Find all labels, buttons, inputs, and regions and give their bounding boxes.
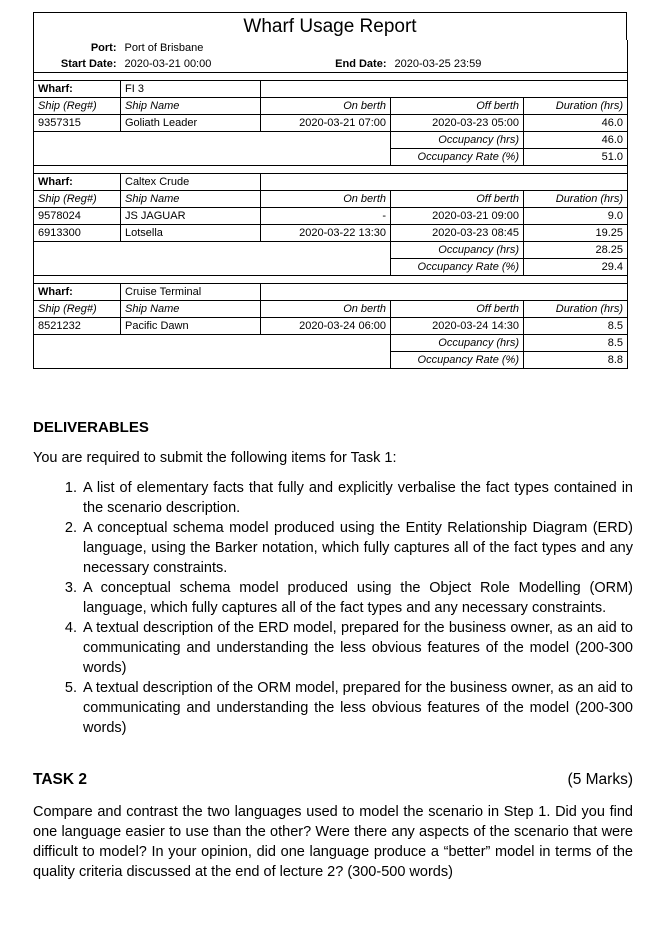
port-label: Port: — [34, 40, 121, 56]
occupancy-rate-value: 8.8 — [524, 352, 628, 369]
occupancy-rate-value: 29.4 — [524, 259, 628, 276]
date-row — [34, 56, 628, 73]
occupancy-row — [34, 335, 628, 352]
occupancy-rate-label: Occupancy Rate (%) — [391, 352, 524, 369]
blank — [34, 335, 391, 369]
occupancy-label: Occupancy (hrs) — [391, 335, 524, 352]
spacer — [34, 276, 628, 284]
ship-row — [34, 115, 628, 132]
task2-header — [33, 770, 633, 790]
deliverable-item: 2. A conceptual schema model produced using the Entity Relationship Diagram (ERD) language, using the Barker notation, which fully captures all of the fact types and any necessary constraints. — [81, 518, 633, 578]
header-row — [34, 301, 628, 318]
ship-name: JS JAGUAR — [121, 208, 261, 225]
on-berth-header: On berth — [261, 301, 391, 318]
occupancy-rate-label: Occupancy Rate (%) — [391, 149, 524, 166]
ship-name-header: Ship Name — [121, 191, 261, 208]
off-berth-header: Off berth — [391, 191, 524, 208]
occupancy-label: Occupancy (hrs) — [391, 242, 524, 259]
off-berth-time: 2020-03-23 08:45 — [391, 225, 524, 242]
header-row — [34, 98, 628, 115]
duration-header: Duration (hrs) — [524, 98, 628, 115]
wharf-name: FI 3 — [121, 81, 261, 98]
spacer — [34, 73, 628, 81]
occupancy-value: 28.25 — [524, 242, 628, 259]
occupancy-label: Occupancy (hrs) — [391, 132, 524, 149]
occupancy-row — [34, 242, 628, 259]
blank — [34, 132, 391, 166]
deliverables-intro: You are required to submit the following items for Task 1: — [33, 450, 397, 466]
occupancy-rate-label: Occupancy Rate (%) — [391, 259, 524, 276]
duration-value: 8.5 — [524, 318, 628, 335]
deliverables-list — [33, 478, 633, 738]
duration-value: 19.25 — [524, 225, 628, 242]
wharf-name: Cruise Terminal — [121, 284, 261, 301]
wharf-label: Wharf: — [34, 284, 121, 301]
occupancy-rate-value: 51.0 — [524, 149, 628, 166]
duration-header: Duration (hrs) — [524, 191, 628, 208]
wharf-row — [34, 81, 628, 98]
start-date-value: 2020-03-21 00:00 — [121, 56, 261, 73]
ship-name-header: Ship Name — [121, 98, 261, 115]
assignment-text — [33, 418, 633, 882]
end-date-label: End Date: — [261, 56, 391, 73]
blank — [34, 242, 391, 276]
ship-row — [34, 318, 628, 335]
off-berth-time: 2020-03-23 05:00 — [391, 115, 524, 132]
duration-value: 46.0 — [524, 115, 628, 132]
on-berth-header: On berth — [261, 98, 391, 115]
ship-row — [34, 225, 628, 242]
ship-reg: 8521232 — [34, 318, 121, 335]
spacer-row — [34, 276, 628, 284]
start-date-label: Start Date: — [34, 56, 121, 73]
end-date-value: 2020-03-25 23:59 — [391, 56, 524, 73]
header-row — [34, 191, 628, 208]
ship-reg-header: Ship (Reg#) — [34, 301, 121, 318]
ship-reg: 9578024 — [34, 208, 121, 225]
on-berth-time: - — [261, 208, 391, 225]
port-row — [34, 40, 628, 56]
wharf-label: Wharf: — [34, 174, 121, 191]
on-berth-time: 2020-03-21 07:00 — [261, 115, 391, 132]
on-berth-time: 2020-03-24 06:00 — [261, 318, 391, 335]
blank — [261, 284, 628, 301]
deliverable-item: 3. A conceptual schema model produced using the Object Role Modelling (ORM) language, which fully captures all of the fact types and any necessary constraints. — [81, 578, 633, 618]
deliverable-item: 1. A list of elementary facts that fully and explicitly verbalise the fact types contained in the scenario description. — [81, 478, 633, 518]
task2-heading: TASK 2 — [33, 771, 87, 788]
ship-name: Pacific Dawn — [121, 318, 261, 335]
blank — [261, 81, 628, 98]
ship-name: Goliath Leader — [121, 115, 261, 132]
blank — [261, 174, 628, 191]
spacer-row — [34, 166, 628, 174]
wharf-label: Wharf: — [34, 81, 121, 98]
wharf-usage-report — [33, 12, 627, 369]
deliverable-item: 4. A textual description of the ERD model, prepared for the business owner, as an aid to communicating and understanding the less obvious features of the model (200-300 words) — [81, 618, 633, 678]
off-berth-header: Off berth — [391, 301, 524, 318]
ship-reg-header: Ship (Reg#) — [34, 191, 121, 208]
occupancy-row — [34, 132, 628, 149]
ship-reg-header: Ship (Reg#) — [34, 98, 121, 115]
off-berth-time: 2020-03-24 14:30 — [391, 318, 524, 335]
task2-marks: (5 Marks) — [567, 771, 633, 788]
wharf-row — [34, 284, 628, 301]
deliverable-item: 5. A textual description of the ORM model, prepared for the business owner, as an aid to communicating and understanding the less obvious features of the model (200-300 words) — [81, 678, 633, 738]
ship-row — [34, 208, 628, 225]
on-berth-time: 2020-03-22 13:30 — [261, 225, 391, 242]
spacer-row — [34, 73, 628, 81]
port-value: Port of Brisbane — [124, 42, 204, 54]
task2-body: Compare and contrast the two languages used to model the scenario in Step 1. Did you find one language easier to use than the other? Were there any aspects of the scenario that were difficult to model? In your opinion, did one language produce a “better” model in terms of the quality criteria discussed at the end of lecture 2? (300-500 words) — [33, 804, 633, 880]
ship-name: Lotsella — [121, 225, 261, 242]
wharf-name: Caltex Crude — [121, 174, 261, 191]
off-berth-time: 2020-03-21 09:00 — [391, 208, 524, 225]
ship-reg: 9357315 — [34, 115, 121, 132]
duration-header: Duration (hrs) — [524, 301, 628, 318]
ship-name-header: Ship Name — [121, 301, 261, 318]
ship-reg: 6913300 — [34, 225, 121, 242]
report-title: Wharf Usage Report — [33, 12, 627, 40]
deliverables-heading: DELIVERABLES — [33, 419, 149, 436]
wharf-row — [34, 174, 628, 191]
report-table — [33, 40, 628, 369]
off-berth-header: Off berth — [391, 98, 524, 115]
duration-value: 9.0 — [524, 208, 628, 225]
occupancy-value: 46.0 — [524, 132, 628, 149]
on-berth-header: On berth — [261, 191, 391, 208]
spacer — [34, 166, 628, 174]
occupancy-value: 8.5 — [524, 335, 628, 352]
